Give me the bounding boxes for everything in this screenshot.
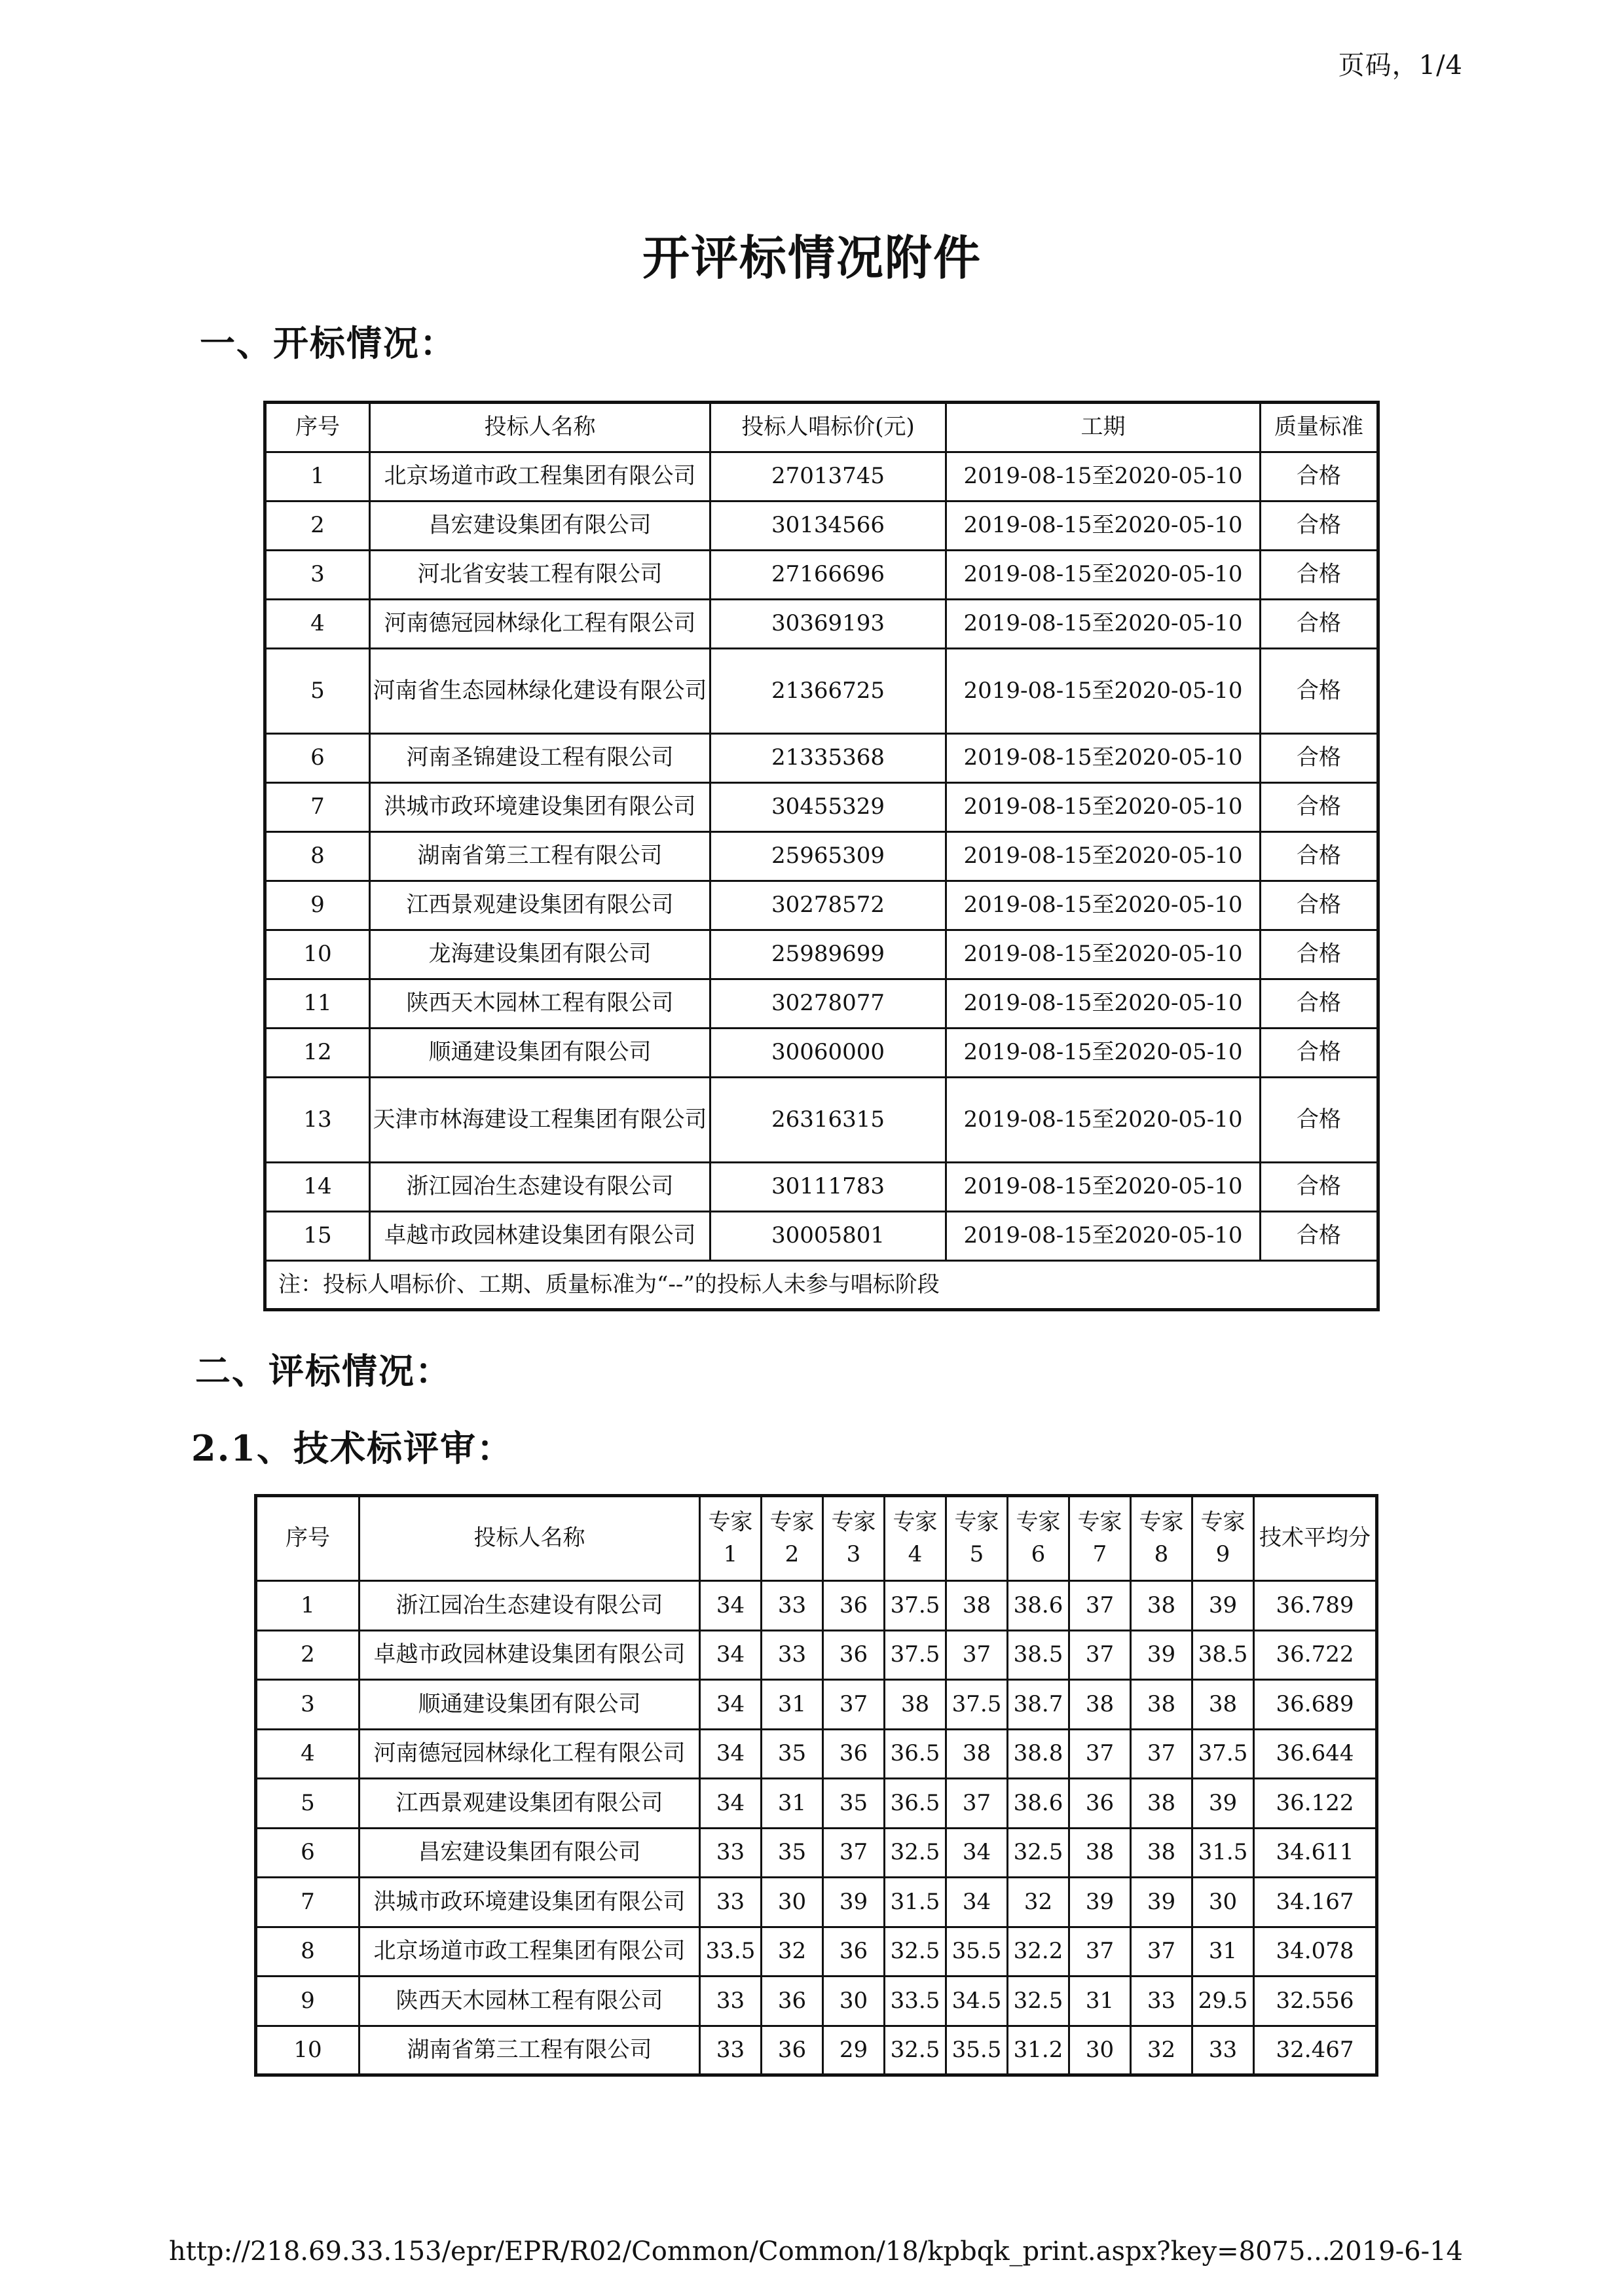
cell-expert-score: 37: [1069, 1581, 1131, 1631]
cell-expert-score: 37: [823, 1828, 885, 1878]
table-row: [265, 649, 1378, 734]
cell-name: 河南省生态园林绿化建设有限公司: [370, 649, 710, 734]
cell-name: 北京场道市政工程集团有限公司: [360, 1927, 700, 1977]
cell-name: 天津市林海建设工程集团有限公司: [370, 1078, 710, 1163]
table-row: [256, 1878, 1377, 1927]
cell-no: 9: [265, 881, 370, 930]
cell-no: 10: [256, 2026, 360, 2075]
cell-expert-score: 38.6: [1008, 1581, 1069, 1631]
cell-expert-score: 36.5: [885, 1779, 946, 1829]
cell-expert-score: 39: [1069, 1878, 1131, 1927]
cell-name: 湖南省第三工程有限公司: [360, 2026, 700, 2075]
cell-average: 36.689: [1254, 1680, 1377, 1730]
cell-expert-score: 38.5: [1008, 1630, 1069, 1680]
table-row: [256, 1729, 1377, 1779]
cell-expert-score: 30: [762, 1878, 823, 1927]
cell-expert-score: 34: [700, 1779, 762, 1829]
cell-price: 25965309: [710, 832, 946, 881]
cell-price: 30111783: [710, 1163, 946, 1212]
cell-expert-score: 36.5: [885, 1729, 946, 1779]
bid-opening-table: [263, 401, 1380, 1311]
column-header: 专家1: [700, 1496, 762, 1581]
column-header: 投标人名称: [360, 1496, 700, 1581]
cell-name: 龙海建设集团有限公司: [370, 930, 710, 979]
cell-expert-score: 37.5: [885, 1630, 946, 1680]
cell-average: 32.467: [1254, 2026, 1377, 2075]
cell-expert-score: 38: [885, 1680, 946, 1730]
cell-no: 2: [265, 501, 370, 551]
table-note: 注：投标人唱标价、工期、质量标准为“--”的投标人未参与唱标阶段: [265, 1261, 1378, 1310]
cell-period: 2019-08-15至2020-05-10: [946, 600, 1261, 649]
table-row: [256, 1581, 1377, 1631]
cell-expert-score: 35.5: [946, 1927, 1008, 1977]
cell-expert-score: 39: [1131, 1630, 1192, 1680]
cell-expert-score: 38.8: [1008, 1729, 1069, 1779]
cell-expert-score: 34: [700, 1729, 762, 1779]
cell-no: 6: [265, 734, 370, 783]
cell-expert-score: 32: [762, 1927, 823, 1977]
cell-expert-score: 34: [700, 1630, 762, 1680]
cell-expert-score: 37.5: [946, 1680, 1008, 1730]
cell-average: 34.078: [1254, 1927, 1377, 1977]
cell-expert-score: 37: [1069, 1927, 1131, 1977]
cell-price: 30134566: [710, 501, 946, 551]
footer-date: 2019-6-14: [1328, 2236, 1463, 2267]
cell-name: 昌宏建设集团有限公司: [370, 501, 710, 551]
cell-expert-score: 37: [1069, 1630, 1131, 1680]
cell-name: 河南圣锦建设工程有限公司: [370, 734, 710, 783]
cell-expert-score: 37: [1131, 1927, 1192, 1977]
cell-period: 2019-08-15至2020-05-10: [946, 452, 1261, 501]
cell-expert-score: 33: [700, 1828, 762, 1878]
table-row: [265, 452, 1378, 501]
table-row: [265, 881, 1378, 930]
cell-no: 14: [265, 1163, 370, 1212]
cell-expert-score: 30: [823, 1977, 885, 2026]
cell-expert-score: 36: [1069, 1779, 1131, 1829]
cell-expert-score: 38: [946, 1581, 1008, 1631]
cell-name: 浙江园冶生态建设有限公司: [360, 1581, 700, 1631]
cell-no: 1: [265, 452, 370, 501]
cell-expert-score: 37: [946, 1779, 1008, 1829]
cell-expert-score: 37: [1131, 1729, 1192, 1779]
column-header: 工期: [946, 403, 1261, 452]
cell-expert-score: 34: [700, 1581, 762, 1631]
cell-expert-score: 35: [823, 1779, 885, 1829]
cell-name: 江西景观建设集团有限公司: [370, 881, 710, 930]
cell-quality: 合格: [1261, 1212, 1378, 1261]
cell-quality: 合格: [1261, 1078, 1378, 1163]
cell-period: 2019-08-15至2020-05-10: [946, 649, 1261, 734]
cell-expert-score: 38.5: [1192, 1630, 1254, 1680]
cell-period: 2019-08-15至2020-05-10: [946, 979, 1261, 1029]
table-row: [265, 1212, 1378, 1261]
table-row: [265, 979, 1378, 1029]
cell-expert-score: 34: [700, 1680, 762, 1730]
cell-expert-score: 32.5: [885, 2026, 946, 2075]
cell-period: 2019-08-15至2020-05-10: [946, 930, 1261, 979]
column-header: 专家4: [885, 1496, 946, 1581]
cell-expert-score: 30: [1069, 2026, 1131, 2075]
cell-expert-score: 32.2: [1008, 1927, 1069, 1977]
footer-url: http://218.69.33.153/epr/EPR/R02/Common/Common/18/kpbqk_print.aspx?key=8075...: [169, 2236, 1331, 2267]
column-header: 专家6: [1008, 1496, 1069, 1581]
table-row: [265, 1029, 1378, 1078]
cell-expert-score: 37.5: [1192, 1729, 1254, 1779]
section-heading-evaluation: 二、评标情况：: [195, 1350, 452, 1392]
cell-expert-score: 30: [1192, 1878, 1254, 1927]
cell-name: 昌宏建设集团有限公司: [360, 1828, 700, 1878]
cell-expert-score: 36: [823, 1581, 885, 1631]
column-header: 质量标准: [1261, 403, 1378, 452]
section-heading-bid-opening: 一、开标情况：: [200, 322, 456, 364]
cell-no: 10: [265, 930, 370, 979]
table-row: [265, 832, 1378, 881]
column-header: 投标人唱标价(元): [710, 403, 946, 452]
cell-expert-score: 31: [762, 1779, 823, 1829]
cell-name: 洪城市政环境建设集团有限公司: [360, 1878, 700, 1927]
cell-expert-score: 33: [1131, 1977, 1192, 2026]
cell-quality: 合格: [1261, 1029, 1378, 1078]
cell-no: 11: [265, 979, 370, 1029]
cell-expert-score: 32.5: [1008, 1828, 1069, 1878]
cell-quality: 合格: [1261, 600, 1378, 649]
table-row: [256, 1630, 1377, 1680]
column-header: 投标人名称: [370, 403, 710, 452]
cell-expert-score: 36: [823, 1927, 885, 1977]
cell-expert-score: 38: [1131, 1779, 1192, 1829]
cell-expert-score: 39: [1192, 1581, 1254, 1631]
cell-expert-score: 33.5: [885, 1977, 946, 2026]
cell-expert-score: 35: [762, 1729, 823, 1779]
cell-average: 36.122: [1254, 1779, 1377, 1829]
cell-expert-score: 33.5: [700, 1927, 762, 1977]
cell-price: 30455329: [710, 783, 946, 832]
cell-expert-score: 38.7: [1008, 1680, 1069, 1730]
cell-no: 3: [265, 551, 370, 600]
cell-expert-score: 31.5: [1192, 1828, 1254, 1878]
table-header-row: [265, 403, 1378, 452]
cell-expert-score: 38: [1069, 1828, 1131, 1878]
column-header: 序号: [265, 403, 370, 452]
column-header: 专家2: [762, 1496, 823, 1581]
cell-expert-score: 32.5: [885, 1828, 946, 1878]
table-row: [265, 501, 1378, 551]
cell-expert-score: 33: [700, 1878, 762, 1927]
cell-expert-score: 38: [946, 1729, 1008, 1779]
cell-price: 30369193: [710, 600, 946, 649]
table-row: [265, 1163, 1378, 1212]
cell-expert-score: 38: [1131, 1828, 1192, 1878]
table-row: [265, 1078, 1378, 1163]
cell-period: 2019-08-15至2020-05-10: [946, 734, 1261, 783]
cell-name: 顺通建设集团有限公司: [370, 1029, 710, 1078]
cell-expert-score: 35.5: [946, 2026, 1008, 2075]
cell-quality: 合格: [1261, 734, 1378, 783]
cell-expert-score: 33: [762, 1630, 823, 1680]
cell-expert-score: 36: [762, 1977, 823, 2026]
cell-expert-score: 35: [762, 1828, 823, 1878]
cell-quality: 合格: [1261, 551, 1378, 600]
column-header: 专家5: [946, 1496, 1008, 1581]
cell-expert-score: 37: [946, 1630, 1008, 1680]
cell-name: 河北省安装工程有限公司: [370, 551, 710, 600]
cell-expert-score: 34.5: [946, 1977, 1008, 2026]
cell-expert-score: 39: [1131, 1878, 1192, 1927]
cell-expert-score: 37.5: [885, 1581, 946, 1631]
cell-average: 36.722: [1254, 1630, 1377, 1680]
cell-expert-score: 33: [762, 1581, 823, 1631]
cell-expert-score: 36: [823, 1630, 885, 1680]
cell-expert-score: 37: [823, 1680, 885, 1730]
cell-no: 9: [256, 1977, 360, 2026]
cell-no: 7: [256, 1878, 360, 1927]
cell-expert-score: 32.5: [1008, 1977, 1069, 2026]
cell-expert-score: 31: [1069, 1977, 1131, 2026]
cell-no: 1: [256, 1581, 360, 1631]
cell-name: 浙江园冶生态建设有限公司: [370, 1163, 710, 1212]
cell-expert-score: 32.5: [885, 1927, 946, 1977]
cell-expert-score: 31.5: [885, 1878, 946, 1927]
cell-price: 25989699: [710, 930, 946, 979]
cell-average: 34.167: [1254, 1878, 1377, 1927]
cell-quality: 合格: [1261, 930, 1378, 979]
cell-period: 2019-08-15至2020-05-10: [946, 881, 1261, 930]
table-row: [256, 2026, 1377, 2075]
cell-expert-score: 32: [1008, 1878, 1069, 1927]
cell-period: 2019-08-15至2020-05-10: [946, 501, 1261, 551]
cell-name: 顺通建设集团有限公司: [360, 1680, 700, 1730]
cell-expert-score: 31: [1192, 1927, 1254, 1977]
cell-price: 21366725: [710, 649, 946, 734]
cell-expert-score: 34: [946, 1828, 1008, 1878]
table-row: [256, 1680, 1377, 1730]
column-header: 专家9: [1192, 1496, 1254, 1581]
table-row: [265, 734, 1378, 783]
cell-expert-score: 29.5: [1192, 1977, 1254, 2026]
cell-price: 27166696: [710, 551, 946, 600]
cell-quality: 合格: [1261, 979, 1378, 1029]
cell-quality: 合格: [1261, 783, 1378, 832]
cell-no: 4: [256, 1729, 360, 1779]
table-row: [265, 551, 1378, 600]
cell-period: 2019-08-15至2020-05-10: [946, 1029, 1261, 1078]
table-row: [256, 1977, 1377, 2026]
column-header: 专家8: [1131, 1496, 1192, 1581]
cell-average: 34.611: [1254, 1828, 1377, 1878]
cell-no: 5: [256, 1779, 360, 1829]
cell-name: 河南德冠园林绿化工程有限公司: [370, 600, 710, 649]
cell-no: 8: [256, 1927, 360, 1977]
cell-expert-score: 38: [1131, 1680, 1192, 1730]
cell-price: 30005801: [710, 1212, 946, 1261]
cell-no: 4: [265, 600, 370, 649]
cell-no: 13: [265, 1078, 370, 1163]
document-title: 开评标情况附件: [642, 230, 982, 285]
cell-expert-score: 31: [762, 1680, 823, 1730]
cell-price: 30278572: [710, 881, 946, 930]
cell-price: 30278077: [710, 979, 946, 1029]
cell-quality: 合格: [1261, 881, 1378, 930]
cell-quality: 合格: [1261, 649, 1378, 734]
cell-expert-score: 36: [823, 1729, 885, 1779]
cell-expert-score: 36: [762, 2026, 823, 2075]
table-row: [256, 1927, 1377, 1977]
table-row: [265, 930, 1378, 979]
table-row: [265, 783, 1378, 832]
cell-period: 2019-08-15至2020-05-10: [946, 783, 1261, 832]
cell-no: 2: [256, 1630, 360, 1680]
cell-no: 8: [265, 832, 370, 881]
cell-no: 6: [256, 1828, 360, 1878]
cell-name: 湖南省第三工程有限公司: [370, 832, 710, 881]
cell-no: 5: [265, 649, 370, 734]
cell-period: 2019-08-15至2020-05-10: [946, 1212, 1261, 1261]
cell-expert-score: 33: [700, 2026, 762, 2075]
cell-quality: 合格: [1261, 832, 1378, 881]
cell-expert-score: 33: [1192, 2026, 1254, 2075]
column-header: 专家7: [1069, 1496, 1131, 1581]
cell-expert-score: 38.6: [1008, 1779, 1069, 1829]
cell-expert-score: 32: [1131, 2026, 1192, 2075]
cell-name: 卓越市政园林建设集团有限公司: [370, 1212, 710, 1261]
cell-no: 15: [265, 1212, 370, 1261]
cell-name: 洪城市政环境建设集团有限公司: [370, 783, 710, 832]
column-header: 序号: [256, 1496, 360, 1581]
cell-quality: 合格: [1261, 1163, 1378, 1212]
cell-quality: 合格: [1261, 452, 1378, 501]
cell-average: 32.556: [1254, 1977, 1377, 2026]
cell-no: 3: [256, 1680, 360, 1730]
cell-period: 2019-08-15至2020-05-10: [946, 1078, 1261, 1163]
cell-expert-score: 39: [1192, 1779, 1254, 1829]
cell-price: 26316315: [710, 1078, 946, 1163]
cell-no: 7: [265, 783, 370, 832]
cell-expert-score: 39: [823, 1878, 885, 1927]
column-header: 技术平均分: [1254, 1496, 1377, 1581]
cell-expert-score: 33: [700, 1977, 762, 2026]
cell-average: 36.789: [1254, 1581, 1377, 1631]
cell-period: 2019-08-15至2020-05-10: [946, 832, 1261, 881]
cell-price: 27013745: [710, 452, 946, 501]
cell-period: 2019-08-15至2020-05-10: [946, 551, 1261, 600]
cell-name: 陕西天木园林工程有限公司: [360, 1977, 700, 2026]
cell-name: 河南德冠园林绿化工程有限公司: [360, 1729, 700, 1779]
cell-expert-score: 31.2: [1008, 2026, 1069, 2075]
table-header-row: [256, 1496, 1377, 1581]
cell-expert-score: 38: [1069, 1680, 1131, 1730]
cell-expert-score: 34: [946, 1878, 1008, 1927]
cell-name: 卓越市政园林建设集团有限公司: [360, 1630, 700, 1680]
cell-quality: 合格: [1261, 501, 1378, 551]
column-header: 专家3: [823, 1496, 885, 1581]
cell-name: 北京场道市政工程集团有限公司: [370, 452, 710, 501]
cell-price: 21335368: [710, 734, 946, 783]
cell-period: 2019-08-15至2020-05-10: [946, 1163, 1261, 1212]
section-heading-technical-review: 2.1、技术标评审：: [191, 1427, 513, 1469]
technical-review-table: [254, 1494, 1378, 2077]
cell-expert-score: 38: [1192, 1680, 1254, 1730]
table-row: [256, 1779, 1377, 1829]
cell-expert-score: 29: [823, 2026, 885, 2075]
table-note-row: [265, 1261, 1378, 1310]
cell-expert-score: 37: [1069, 1729, 1131, 1779]
table-row: [256, 1828, 1377, 1878]
page-number: 页码，1/4: [1338, 50, 1463, 81]
table-row: [265, 600, 1378, 649]
cell-name: 陕西天木园林工程有限公司: [370, 979, 710, 1029]
cell-no: 12: [265, 1029, 370, 1078]
cell-price: 30060000: [710, 1029, 946, 1078]
cell-average: 36.644: [1254, 1729, 1377, 1779]
cell-expert-score: 38: [1131, 1581, 1192, 1631]
cell-name: 江西景观建设集团有限公司: [360, 1779, 700, 1829]
